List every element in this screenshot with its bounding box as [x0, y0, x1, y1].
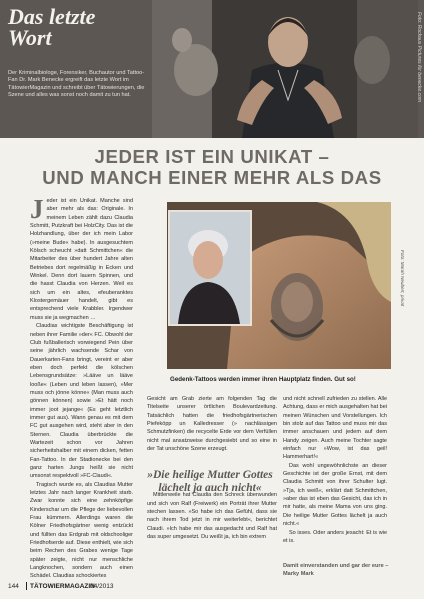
drop-cap: J — [30, 194, 44, 224]
paragraph: Claudias wichtigste Beschäftigung ist neben ihrer Familie »der« FC. Obwohl der Club fußballerisch vorwiegend Pein über seine jährlich wachsende Schar von Dauerkarten-Fans bringt, vereint er aber eben doch perfekt die kölschen Lebensgrundsätze: »Lääve un lääve looße« (Leben und leben lassen), »Mer muss och jönne könne« (Man muss auch gönnen können) sowie »Et hätt noch immer joot jejange« (Es geht letztlich immer gut aus). Wann genau es mit dem FC gut ausgehen wird, steht aber in den Sternen. Claudia überbrückte die Wartezeit schon vor Jahren sicherheitshalber mit einem dicken, fetten Fan-Tattoo. In der Stadionecke bei den ganz harten Jungs heißt sie nicht umsonst respektvoll »FC-Claudi«. — [30, 323, 133, 480]
title-line-2: Wort — [8, 25, 52, 50]
column-title — [8, 6, 148, 48]
paragraph: Gesicht am Grab zierte am folgenden Tag die Titelseite unserer örtlichen Boulevardzeitung. Tatsächlich hatten die friedhofsgärtnerischen Piefeköpp un Kalledresser (» nachlässigen Schmutzfinken) die recycelte Erde vor dem Verfüllen nicht mal ansatzweise durchgesiebt und so eine in der Tat unschöne Szene erzeugt. — [147, 396, 277, 453]
paragraph: Das wohl ungewöhnlichste an dieser Geschichte ist der große Ernst, mit dem Claudia Schmitt von ihrer Schulter lugt. »Tja, ich weiß«, erklärt datt Schmittchen, »aber das ist eben das Gesicht, das ich in mir hatte, als meine Mama von uns ging. Die heilige Mutter Gottes lächelt ja auch nicht.« — [283, 462, 387, 528]
article-column-3 — [283, 395, 387, 545]
article-headline — [0, 146, 424, 188]
signoff-line-2: Marky Mark — [283, 571, 314, 577]
paragraph: Tragisch wurde es, als Claudias Mutter letztes Jahr nach langer Krankheit starb. Zwar konnte sich eine zehnköpfige Kinderschar um die Pflege der liebevollen Frau kümmern. Allerdings waren die Kölner Friedhofsgärtner wenig entzückt und füllten das Erdgrab mit oldschooliger Friedhofserde auf. Diese enthielt, wie sich beim Rechen des Grabes wenige Tage später zeigte, nicht nur menschliche Langknochen, sondern auch einen Schädel. Claudias schockiertes — [30, 481, 133, 580]
inset-portrait-photo — [168, 210, 252, 326]
magazine-name: TÄTOWIERMAGAZIN — [30, 583, 95, 590]
headline-line-1: JEDER IST EIN UNIKAT – — [94, 146, 330, 167]
paragraph: eder ist ein Unikat. Manche sind aber mehr als das: Originale. In meinem Leben zählt dazu Claudia Schmitt, Putzkraft bei HolzCity. Das ist die Holzhandlung, über der ich mein Labor (»meine Bude« habe). In ausgesuchtem Kölsch scheucht »datt Schmittchen« die Mitarbeiter des über hundert Jahre alten Betriebes dort regelmäßig in Ecken und Winkel. Denn dort lauern Spinnen, und die hasst Claudia von Herzen. Weil es sich um ein altes, efeuberanktes Klostergemäuer handelt, gibt es entsprechend viele Krabbler. Irgendwer muss sie ja wegmachen … — [30, 198, 133, 321]
footer-divider — [26, 582, 27, 590]
signoff-line-1: Damit einverstanden und gar der eure – — [283, 563, 389, 569]
paragraph: und nicht schnell zufrieden zu stellen. Alle Achtung, dass er mich ausgehalten hat bei meinen Wünschen und Vorstellungen. Ich bin stolz auf das Tattoo und muss mir das immer anschauen und jedem auf dem Handy zeigen. Auch meine Tochter sagte einfach nur »Wow, ist das geil! Hammerhart!« — [283, 396, 387, 461]
issue-number: 04/2013 — [90, 583, 114, 590]
page-number: 144 — [8, 583, 19, 590]
pull-quote: »Die heilige Mutter Gottes lächelt ja auch nicht« — [147, 469, 273, 494]
article-column-2 — [147, 395, 277, 541]
article-signoff — [283, 562, 395, 578]
photo-caption: Gedenk-Tattoos werden immer ihren Hauptplatz finden. Gut so! — [170, 376, 356, 383]
photo-credit: Foto: Rockaus Pictures für benecke.com — [416, 12, 422, 103]
photo-credit-vertical: Foto: Marah Neubert, privat — [400, 250, 405, 307]
paragraph: So isses. Oder anders jesacht: Et is wie et is. — [283, 529, 387, 544]
author-portrait — [152, 0, 418, 138]
headline-line-2: UND MANCH EINER MEHR ALS DAS — [42, 167, 382, 188]
article-column-1 — [30, 194, 133, 581]
column-intro: Der Kriminalbiologe, Forensiker, Buchautor und Tattoo-Fan Dr. Mark Benecke ergreift das letzte Wort im TätowierMagazin und schreibt über Tätowierungen, die Szene und alles was sonst noch damit zu tun hat. — [8, 70, 145, 99]
title-line-1: Das letzte — [8, 4, 96, 29]
paragraph: Mittlerweile hat Claudia den Schreck überwunden und sich von Ralf (Freiwerk) ein Porträt ihrer Mutter stechen lassen. »So habe ich das Gefühl, dass sie nach ihrem Tod jetzt in mir weiterlebt«, berichtet Claudi. »Ich habe mir das ausgedacht und Ralf hat das super umgesetzt. Du weißt ja, ich bin extrem — [147, 492, 277, 541]
